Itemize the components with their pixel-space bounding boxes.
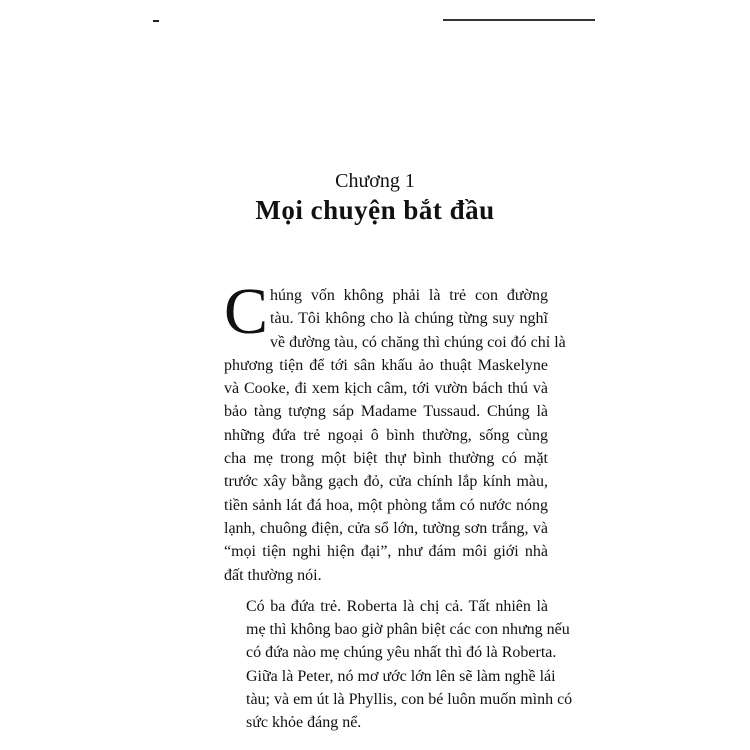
header-rule-right bbox=[443, 19, 595, 21]
text-line: Giữa là Peter, nó mơ ước lớn lên sẽ làm nghề lái bbox=[246, 667, 556, 685]
text-line: bảo tàng tượng sáp Madame Tussaud. Chúng là bbox=[224, 403, 548, 421]
text-line: có đứa nào mẹ chúng yêu nhất thì đó là Roberta. bbox=[246, 644, 557, 662]
text-line: húng vốn không phải là trẻ con đường bbox=[270, 287, 548, 304]
text-line: tàu. Tôi không cho là chúng từng suy nghĩ bbox=[270, 310, 548, 328]
text-line: sức khỏe đáng nể. bbox=[246, 714, 362, 732]
text-line: những đứa trẻ ngoại ô bình thường, sống cùng bbox=[224, 426, 548, 444]
text-line: phương tiện để tới sân khấu ảo thuật Maskelyne bbox=[224, 356, 548, 374]
chapter-body bbox=[224, 275, 573, 735]
text-line: tàu; và em út là Phyllis, con bé luôn muốn mình có bbox=[246, 691, 573, 709]
text-line: trước xây bằng gạch đỏ, cửa chính lắp kính màu, bbox=[224, 473, 548, 491]
drop-cap: C bbox=[224, 275, 269, 348]
text-line: mẹ thì không bao giờ phân biệt các con nhưng nếu bbox=[246, 621, 570, 639]
paragraph-2 bbox=[224, 595, 573, 735]
text-line: “mọi tiện nghi hiện đại”, như đám môi giới nhà bbox=[224, 543, 548, 561]
chapter-number: Chương 1 bbox=[335, 170, 415, 192]
chapter-title: Mọi chuyện bắt đầu bbox=[255, 195, 495, 225]
text-line: đất thường nói. bbox=[224, 566, 322, 584]
paragraph-1 bbox=[224, 275, 566, 587]
text-line: cha mẹ trong một biệt thự bình thường có mặt bbox=[224, 450, 548, 468]
text-line: Có ba đứa trẻ. Roberta là chị cả. Tất nhiên là bbox=[246, 597, 548, 615]
text-line: về đường tàu, có chăng thì chúng coi đó chỉ là bbox=[270, 333, 566, 351]
header-rule-left bbox=[153, 20, 159, 22]
text-line: lạnh, chuông điện, cửa sổ lớn, tường sơn trắng, và bbox=[224, 519, 548, 537]
text-line: tiền sảnh lát đá hoa, một phòng tắm có nước nóng bbox=[224, 496, 548, 514]
text-line: và Cooke, đi xem kịch câm, tới vườn bách thú và bbox=[224, 380, 548, 398]
